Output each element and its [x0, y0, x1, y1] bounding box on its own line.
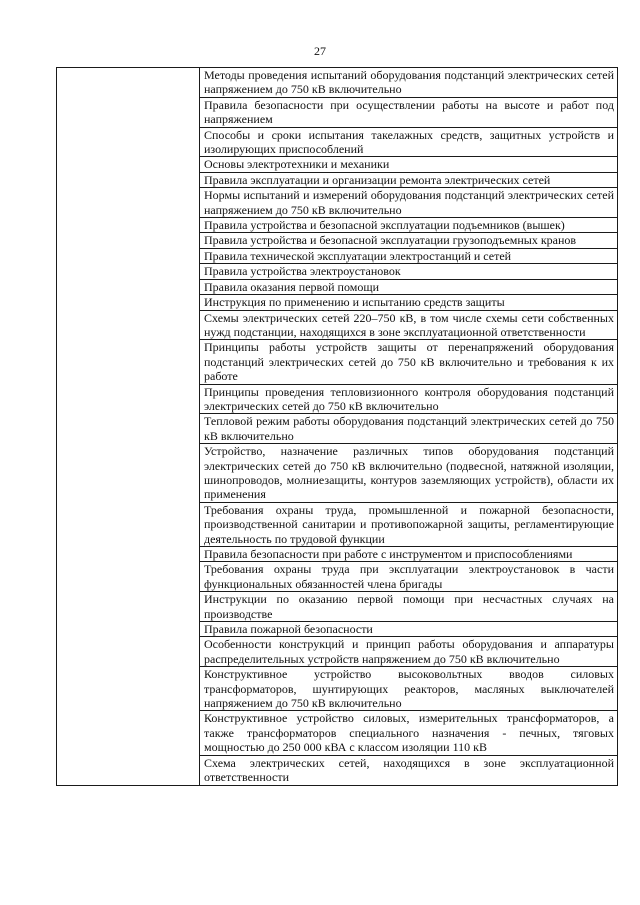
table-row: Тепловой режим работы оборудования подстанций электрических сетей до 750 кВ включительно — [200, 414, 617, 444]
table-row: Нормы испытаний и измерений оборудования подстанций электрических сетей напряжением до 750 кВ включительно — [200, 188, 617, 218]
table-row: Правила устройства электроустановок — [200, 264, 617, 279]
table-row: Конструктивное устройство высоковольтных вводов силовых трансформаторов, шунтирующих реакторов, масляных выключателей напряжением до 750 кВ включительно — [200, 667, 617, 711]
table-row: Схема электрических сетей, находящихся в зоне эксплуатационной ответственности — [204, 755, 614, 785]
table-row: Требования охраны труда, промышленной и пожарной безопасности, производственной санитарии и противопожарной защиты, регламентирующие деятельность по трудовой функции — [200, 503, 617, 547]
table-row: Методы проведения испытаний оборудования подстанций электрических сетей напряжением до 750 кВ включительно — [200, 68, 617, 98]
table-row: Конструктивное устройство силовых, измерительных трансформаторов, а также трансформаторов специального назначения - печных, тяговых мощностью до 250 000 кВА с классом изоляции 110 кВ — [200, 711, 617, 755]
table-row: Принципы работы устройств защиты от перенапряжений оборудования подстанций электрических сетей до 750 кВ включительно и требования к их работе — [200, 340, 617, 384]
table-row: Особенности конструкций и принцип работы оборудования и аппаратуры распределительных устройств напряжением до 750 кВ включительно — [200, 637, 617, 667]
table-row: Правила безопасности при работе с инструментом и приспособлениями — [200, 547, 617, 562]
table-row: Правила устройства и безопасной эксплуатации подъемников (вышек) — [200, 218, 617, 233]
table-row: Инструкция по применению и испытанию средств защиты — [200, 295, 617, 310]
knowledge-table — [56, 67, 618, 786]
table-row: Правила эксплуатации и организации ремонта электрических сетей — [200, 173, 617, 188]
table-row: Правила устройства и безопасной эксплуатации грузоподъемных кранов — [200, 233, 617, 248]
table-row: Правила оказания первой помощи — [200, 280, 617, 295]
table-row: Требования охраны труда при эксплуатации электроустановок в части функциональных обязанностей члена бригады — [200, 562, 617, 592]
knowledge-list — [200, 68, 617, 785]
table-row: Способы и сроки испытания такелажных средств, защитных устройств и изолирующих приспособлений — [200, 128, 617, 158]
table-row: Принципы проведения тепловизионного контроля оборудования подстанций электрических сетей до 750 кВ включительно — [200, 385, 617, 415]
table-row: Инструкции по оказанию первой помощи при несчастных случаях на производстве — [200, 592, 617, 622]
table-row: Правила технической эксплуатации электростанций и сетей — [200, 249, 617, 264]
table-row: Основы электротехники и механики — [200, 157, 617, 172]
table-row: Правила пожарной безопасности — [200, 622, 617, 637]
table-row: Схемы электрических сетей 220–750 кВ, в том числе схемы сети собственных нужд подстанции, находящихся в зоне эксплуатационной ответственности — [200, 311, 617, 341]
table-row: Устройство, назначение различных типов оборудования подстанций электрических сетей до 750 кВ включительно (подвесной, натяжной изоляции, шинопроводов, молниезащиты, контуров заземляющих устройств), области их применения — [200, 444, 617, 503]
table-row: Правила безопасности при осуществлении работы на высоте и работ под напряжением — [200, 98, 617, 128]
label-column-cell — [57, 68, 200, 785]
page-number: 27 — [314, 44, 326, 58]
